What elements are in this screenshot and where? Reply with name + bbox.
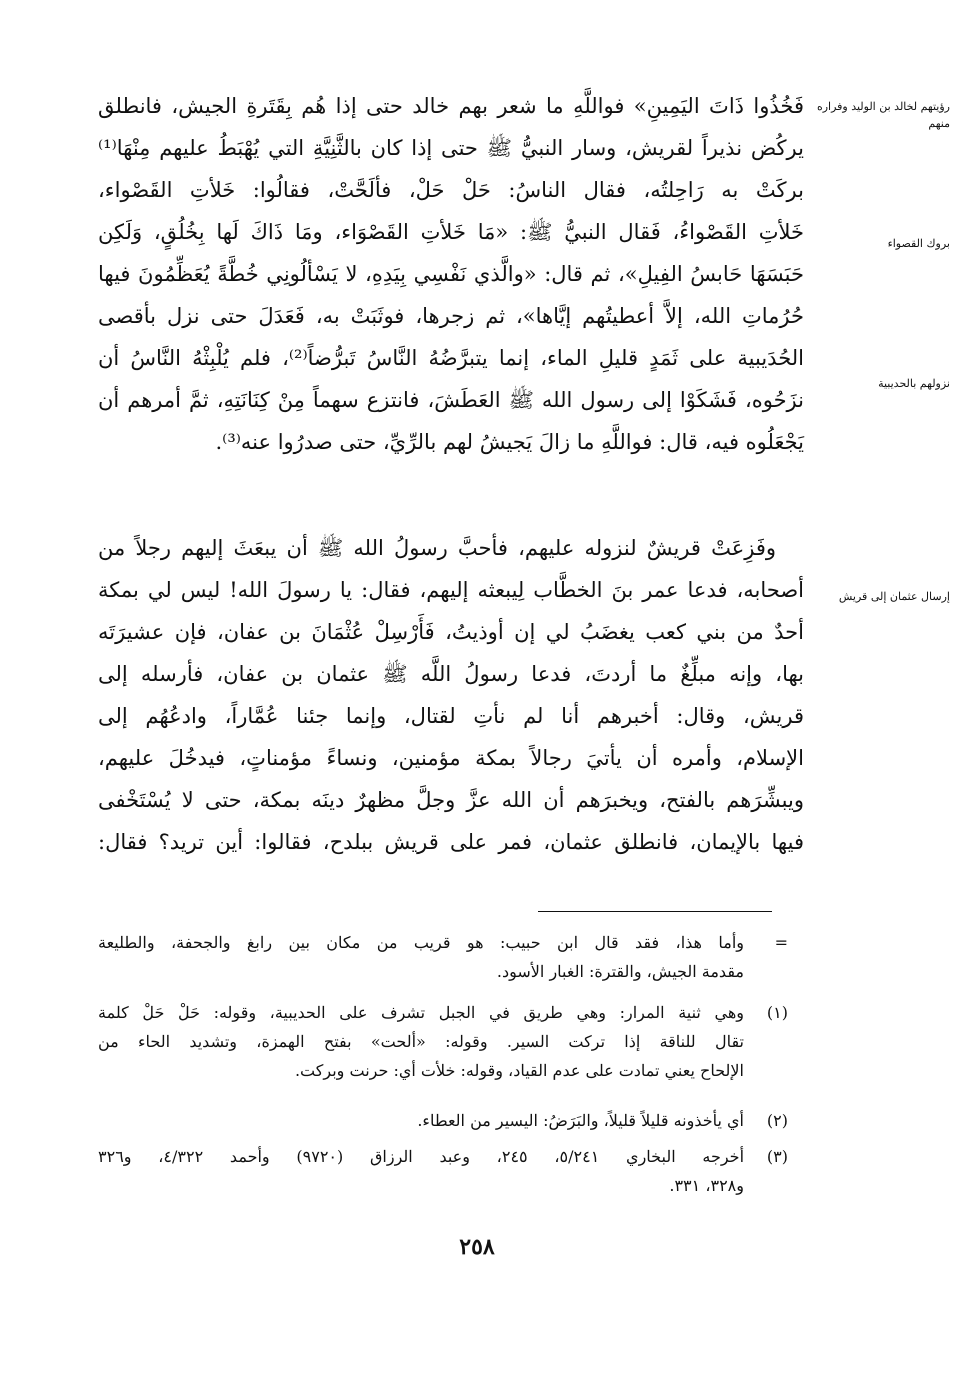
footnote-number: (١) [766,1003,788,1022]
text-line: قريش، وقال: أخبرهم أنا لم نأتِ لقتال، وإنما جئنا عُمَّاراً، وادعُهُم إلى [98,704,804,728]
text-line: بركَتْ به رَاحِلتُه، فقال الناسُ: حَلْ حَلْ، فألَحَّتْ، فقالُوا: خَلأتِ القَصْواء، [98,178,804,202]
footnote-continuation [98,928,788,988]
text-line: ويبشِّرَهم بالفتح، ويخبرَهم أن الله عزَّ وجلَّ مظهرٌ دينَه بمكة، حتى لا يُسْتَخْفى [98,788,804,812]
footnote-line: وهي ثنية المرار: وهي طريق في الجبل تشرف على الحديبية، وقوله: حَلْ حَلْ كلمة [98,1003,744,1022]
margin-note-qaswa: بروك القصواء [887,237,950,250]
footnote-line: وأما هذا، فقد قال ابن حبيب: هو قريب من مكان بين رابغ والجحفة، والطليعة [98,933,744,952]
margin-note-hudaybiya: نزولهم بالحديبية [878,377,950,390]
text-line: وفَزِعَتْ قريشٌ لنزوله عليهم، فأحبَّ رسولُ الله ﷺ أن يبعَثَ إليهم رجلاً من [98,536,776,560]
text-line: الإسلام، وأمره أن يأتيَ رجالاً بمكة مؤمنين، ونساءً مؤمناتٍ، فيدخُلَ عليهم، [98,746,804,770]
text-line: خَلأتِ القَصْواءُ، فَقال النبيُّ ﷺ: «مَا خَلأتِ القَصْوَاء، ومَا ذَاكَ لَها بِخُلُقٍ، وَلَكِن [98,220,804,244]
text-line: أصحابه، فدعا عمر بنَ الخطَّاب لِيبعثه إليهم، فقال: يا رسولَ الله! ليس لي بمكة [98,578,804,602]
footnote-number: (٣) [766,1147,788,1166]
footnote-3 [98,1142,788,1202]
text-line: بها، وإنه مبلِّغٌ ما أردتَ، فدعا رسولُ اللَّه ﷺ عثمان بن عفان، فأرسله إلى [98,662,804,686]
footnote-line: تقال للناقة إذا تركت السير. وقوله: «ألحت» بفتح الهمزة، وتشديد الحاء من [98,1032,745,1051]
text-line: الحُدَيبية على ثَمَدٍ قليلِ الماء، إنما يتبرَّضُهُ النَّاسُ تَبرُّضاً⁽²⁾، فلم يُلْبِثْهُ النَّاسُ أن [98,346,804,370]
text-line: يَجْعَلُوه فيه، قال: فواللَّهِ ما زالَ يَجيشُ لهم بالرِّيِّ، حتى صدرُوا عنه⁽³⁾. [215,430,804,454]
margin-note-khalid: رؤيتهم لخالد بن الوليد وفراره منهم [816,100,950,130]
footnote-line: مقدمة الجيش، والقترة: الغبار الأسود. [496,962,744,981]
text-line: حَبَسَهَا حَابسُ الفِيلِ»، ثم قال: «والَّذي نَفْسِي بِيَدِهِ، لا يَسْألُونِي خُطَّةً يُعَظِّمُونَ فيها [98,262,804,286]
text-line: نزَحُوه، فَشَكَوْا إلى رسول الله ﷺ العَطَشَ، فانتزع سهماً مِنْ كِنَانَتِهِ، ثمَّ أمرهم أن [98,388,804,412]
footnote-number: (٢) [766,1111,788,1130]
footnote-line: الإلحاح يعني تمادت على عدم القياد، وقوله: خلأت أي: حرنت وبركت. [294,1061,744,1080]
text-line: حُرُماتِ الله، إلاَّ أعطيتُهم إيَّاها»، ثم زجرها، فوثَبَتْ به، فَعَدَلَ حتى نزل بأقصى [98,304,804,328]
text-line: فيها بالإيمان، فانطلق عثمان، فمر على قريش ببلدح، فقالوا: أين تريد؟ فقال: [98,830,804,854]
footnote-number: = [774,933,788,952]
text-line: أحدٌ من بني كعب يغضَبُ لي إن أوذيتُ، فَأَرْسِلْ عُثْمَانَ بن عفان، فإن عشيرَتَه [98,620,804,644]
margin-note-uthman: إرسال عثمان إلى قريش [838,590,950,603]
footnote-line: أي يأخذونه قليلاً قليلاً، والبَرَضُ: اليسير من العطاء. [417,1111,744,1130]
footnote-line: أخرجه البخاري ٥/٢٤١، ٢٤٥، وعبد الرزاق (٩٧٢٠) وأحمد ٤/٣٢٢، و٣٢٦ [98,1147,745,1166]
footnote-2 [98,1106,788,1136]
text-line: يركُض نذيراً لقريش، وسار النبيُّ ﷺ حتى إذا كان بالثَّنِيَّةِ التي يُهْبَطُ عليهم مِنْهَا⁽¹⁾ [98,136,804,160]
footnote-separator [538,911,772,912]
page-number: ٢٥٨ [459,1234,495,1260]
footnote-line: و٣٢٨، ٣٣١. [669,1176,744,1195]
text-line: فَخُذُوا ذَاتَ اليَمِينِ» فواللَّهِ ما شعر بهم خالد حتى إذا هُم بِقَتَرةِ الجيش، فانطلق [98,94,804,118]
footnote-1 [98,998,788,1088]
